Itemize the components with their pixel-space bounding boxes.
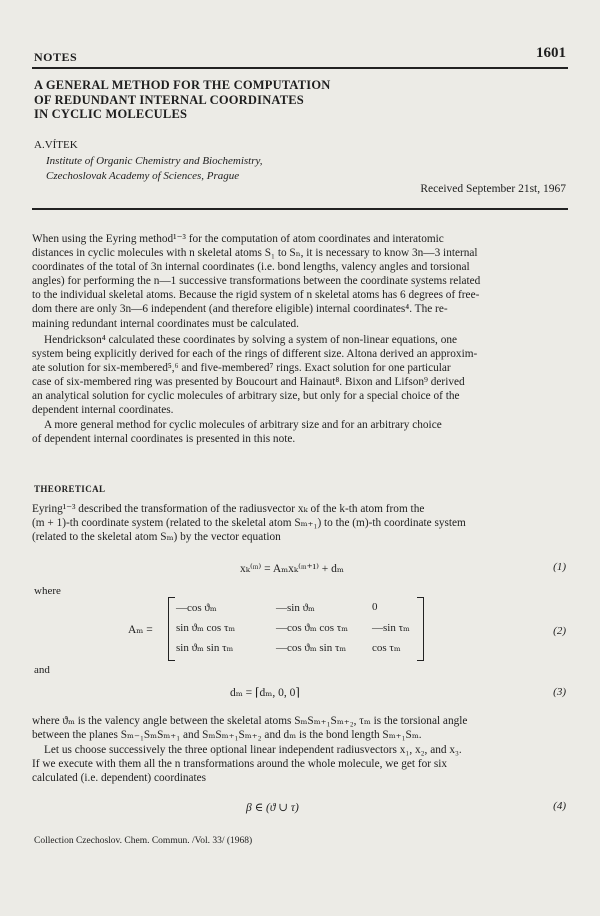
text-line: an analytical solution for cyclic molecules of arbitrary size, but only for a special choice of the [32,390,460,403]
text-line: angles) for performing the n—1 successive transformations between the coordinate systems related [32,275,481,288]
matrix-cell: —cos ϑₘ sin τₘ [276,642,347,654]
equation-1-number: (1) [553,561,566,573]
text-line: dom there are only 3n—6 independent (and therefore eligible) internal coordinates⁴. The re- [32,303,448,316]
text-line: Let us choose successively the three optional linear independent radiusvectors x₁, x₂, and x₃. [44,744,462,756]
where-label: where [34,585,61,597]
matrix-cell: cos τₘ [372,642,401,654]
text-line: where ϑₘ is the valency angle between the skeletal atoms SₘSₘ₊₁Sₘ₊₂, τₘ is the torsional angle [32,715,468,727]
title-line: IN CYCLIC MOLECULES [34,107,188,121]
running-header-section: NOTES [34,50,78,64]
text-line: A more general method for cyclic molecules of arbitrary size and for an arbitrary choice [44,419,442,431]
section-heading: THEORETICAL [34,484,106,494]
affiliation-line: Czechoslovak Academy of Sciences, Prague [46,170,240,182]
paragraph-5 [32,714,568,742]
title-line: A GENERAL METHOD FOR THE COMPUTATION [34,78,331,92]
matrix-left-bracket [168,597,175,661]
text-line: maining redundant internal coordinates must be calculated. [32,317,299,330]
paragraph-4 [32,502,568,544]
article-title [34,78,330,122]
paragraph-2 [32,333,568,418]
matrix-cell: —sin τₘ [372,622,410,634]
header-rule [32,67,568,69]
affiliation-line: Institute of Organic Chemistry and Biochemistry, [46,155,263,167]
journal-footer: Collection Czechoslov. Chem. Commun. /Vol. 33/ (1968) [34,836,253,846]
text-line: system being explicitly derived for each of the rings of different size. Altona derived an approxim- [32,348,478,361]
text-line: (related to the skeletal atom Sₘ) by the vector equation [32,531,281,544]
text-line: of dependent internal coordinates is presented in this note. [32,433,296,446]
equation-3-number: (3) [553,686,566,698]
matrix-cell: sin ϑₘ sin τₘ [176,642,234,654]
matrix-cell: —cos ϑₘ cos τₘ [276,622,348,634]
text-line: between the planes Sₘ₋₁SₘSₘ₊₁ and SₘSₘ₊₁Sₘ₊₂ and dₘ is the bond length Sₘ₊₁Sₘ. [32,729,422,742]
text-line: If we execute with them all the n transformations around the whole molecule, we get for six [32,758,448,771]
matrix-cell: —sin ϑₘ [276,602,315,614]
text-line: (m + 1)-th coordinate system (related to the skeletal atom Sₘ₊₁) to the (m)-th coordinate system [32,517,466,530]
paragraph-3 [32,418,568,446]
author: A.VÍTEK [34,139,78,151]
equation-4: β ∈ (ϑ ∪ τ) [246,802,299,814]
matrix-cell: 0 [372,601,378,613]
matrix-cell: sin ϑₘ cos τₘ [176,622,236,634]
affiliation [46,154,263,184]
equation-4-number: (4) [553,800,566,812]
paragraph-6 [32,743,568,785]
text-line: distances in cyclic molecules with n skeletal atoms S₁ to Sₙ, it is necessary to know 3n—3 internal [32,247,478,260]
text-line: calculated (i.e. dependent) coordinates [32,772,207,785]
page-number: 1601 [536,45,566,61]
text-line: case of six-membered ring was presented by Boucourt and Hainaut⁸. Bixon and Lifson⁹ derived [32,376,465,389]
matrix-cell: —cos ϑₘ [176,602,217,614]
rotation-matrix [168,597,424,661]
text-line: When using the Eyring method¹⁻³ for the computation of atom coordinates and interatomic [32,233,444,245]
equation-2-number: (2) [553,625,566,637]
title-block-rule [32,208,568,210]
text-line: ate solution for six-membered⁵,⁶ and five-membered⁷ rings. Exact solution for one particular [32,362,451,375]
text-line: coordinates of the total of 3n internal coordinates (i.e. bond lengths, valency angles and torsional [32,261,470,274]
paragraph-1 [32,232,568,331]
equation-1: xₖ⁽ᵐ⁾ = Aₘxₖ⁽ᵐ⁺¹⁾ + dₘ [240,563,344,575]
title-line: OF REDUNDANT INTERNAL COORDINATES [34,92,304,107]
and-label: and [34,664,50,676]
matrix-right-bracket [417,597,424,661]
text-line: to the individual skeletal atoms. Because the rigid system of n skeletal atoms has 6 degrees of free- [32,289,480,302]
text-line: Eyring¹⁻³ described the transformation of the radiusvector xₖ of the k-th atom from the [32,503,425,515]
equation-3: dₘ = ⌈dₘ, 0, 0⌉ [230,687,300,699]
received-date: Received September 21st, 1967 [420,183,566,195]
matrix-lhs: Aₘ = [128,624,153,636]
text-line: dependent internal coordinates. [32,404,174,417]
text-line: Hendrickson⁴ calculated these coordinates by solving a system of non-linear equations, one [44,334,458,346]
